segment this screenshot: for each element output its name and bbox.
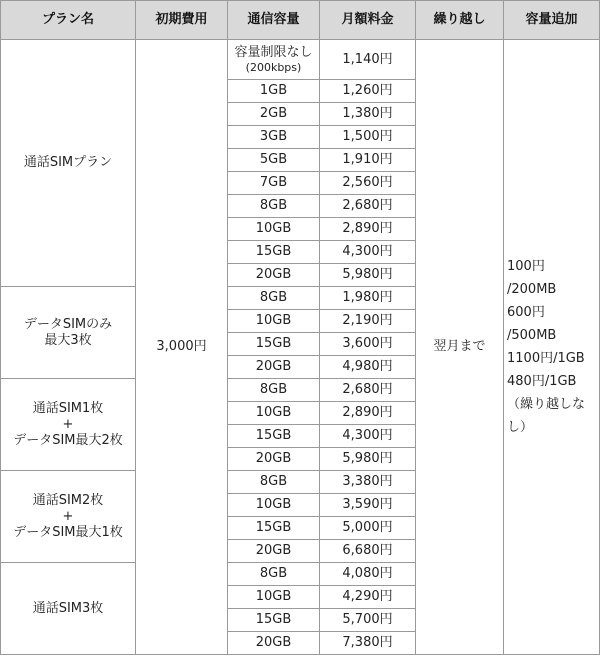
addon-line: （繰り越しな — [507, 397, 586, 412]
price-cell: 4,300円 — [320, 241, 416, 264]
plan-name-line: 通話SIM2枚 — [32, 492, 104, 508]
price-cell: 1,980円 — [320, 287, 416, 310]
capacity-cell: 7GB — [228, 172, 320, 195]
plan-name-line: + — [62, 416, 74, 432]
header-monthly-fee: 月額料金 — [320, 1, 416, 40]
plan-name-line: データSIM最大2枚 — [13, 432, 123, 448]
price-cell: 2,680円 — [320, 379, 416, 402]
price-cell: 1,380円 — [320, 103, 416, 126]
addon-line: 1100円/1GB — [507, 351, 585, 366]
header-initial-fee: 初期費用 — [136, 1, 228, 40]
capacity-cell: 10GB — [228, 402, 320, 425]
plan-name-cell — [1, 40, 136, 287]
price-cell: 3,380円 — [320, 471, 416, 494]
price-cell: 2,890円 — [320, 402, 416, 425]
header-addon: 容量追加 — [504, 1, 600, 40]
price-cell: 4,300円 — [320, 425, 416, 448]
addon-cell — [504, 40, 600, 655]
capacity-cell: 8GB — [228, 471, 320, 494]
header-plan-name: プラン名 — [1, 1, 136, 40]
plan-name-line: データSIMのみ — [23, 316, 113, 332]
plan-name-line: 通話SIMプラン — [23, 155, 113, 170]
table-header-row — [1, 1, 600, 40]
addon-line: 480円/1GB — [507, 374, 577, 389]
capacity-cell: 5GB — [228, 149, 320, 172]
capacity-note: (200kbps) — [245, 61, 302, 74]
price-cell: 1,260円 — [320, 80, 416, 103]
price-cell: 3,590円 — [320, 494, 416, 517]
price-cell: 4,290円 — [320, 586, 416, 609]
price-cell: 5,000円 — [320, 517, 416, 540]
price-cell: 2,190円 — [320, 310, 416, 333]
addon-line: し） — [507, 420, 534, 435]
capacity-cell: 20GB — [228, 356, 320, 379]
price-cell: 5,980円 — [320, 264, 416, 287]
price-cell: 4,980円 — [320, 356, 416, 379]
capacity-cell: 8GB — [228, 195, 320, 218]
price-cell: 1,500円 — [320, 126, 416, 149]
capacity-value: 容量制限なし — [234, 45, 313, 60]
plan-name-line: + — [62, 508, 74, 524]
plan-name-cell — [1, 379, 136, 471]
capacity-cell: 8GB — [228, 379, 320, 402]
plan-name-line: 最大3枚 — [44, 332, 92, 348]
capacity-cell: 20GB — [228, 264, 320, 287]
plan-name-cell — [1, 287, 136, 379]
price-cell: 6,680円 — [320, 540, 416, 563]
capacity-cell: 2GB — [228, 103, 320, 126]
addon-line: 600円 — [507, 305, 545, 320]
price-cell: 7,380円 — [320, 632, 416, 655]
addon-line: /500MB — [507, 328, 557, 343]
price-cell: 2,680円 — [320, 195, 416, 218]
capacity-cell: 10GB — [228, 310, 320, 333]
plan-name-cell — [1, 563, 136, 655]
price-cell: 3,600円 — [320, 333, 416, 356]
price-cell: 5,700円 — [320, 609, 416, 632]
price-cell: 2,890円 — [320, 218, 416, 241]
plan-name-line: 通話SIM3枚 — [32, 600, 104, 616]
header-capacity: 通信容量 — [228, 1, 320, 40]
capacity-cell: 1GB — [228, 80, 320, 103]
capacity-cell: 8GB — [228, 287, 320, 310]
capacity-cell: 20GB — [228, 632, 320, 655]
capacity-cell: 10GB — [228, 494, 320, 517]
capacity-cell: 3GB — [228, 126, 320, 149]
addon-line: /200MB — [507, 282, 557, 297]
price-cell: 5,980円 — [320, 448, 416, 471]
price-cell: 2,560円 — [320, 172, 416, 195]
price-cell: 1,910円 — [320, 149, 416, 172]
price-cell: 4,080円 — [320, 563, 416, 586]
plan-name-cell — [1, 471, 136, 563]
capacity-cell: 15GB — [228, 333, 320, 356]
capacity-cell: 10GB — [228, 218, 320, 241]
capacity-cell: 20GB — [228, 448, 320, 471]
carryover-cell: 翌月まで — [416, 40, 504, 655]
capacity-cell: 15GB — [228, 517, 320, 540]
header-carryover: 繰り越し — [416, 1, 504, 40]
capacity-cell: 15GB — [228, 241, 320, 264]
capacity-cell: 10GB — [228, 586, 320, 609]
plan-name-line: 通話SIM1枚 — [32, 400, 104, 416]
table-row — [1, 40, 600, 80]
initial-fee-cell: 3,000円 — [136, 40, 228, 655]
capacity-cell: 20GB — [228, 540, 320, 563]
capacity-cell: 15GB — [228, 425, 320, 448]
capacity-cell: 8GB — [228, 563, 320, 586]
plan-name-line: データSIM最大1枚 — [13, 524, 123, 540]
capacity-cell — [228, 40, 320, 80]
capacity-cell: 15GB — [228, 609, 320, 632]
price-cell: 1,140円 — [320, 40, 416, 80]
addon-line: 100円 — [507, 259, 545, 274]
